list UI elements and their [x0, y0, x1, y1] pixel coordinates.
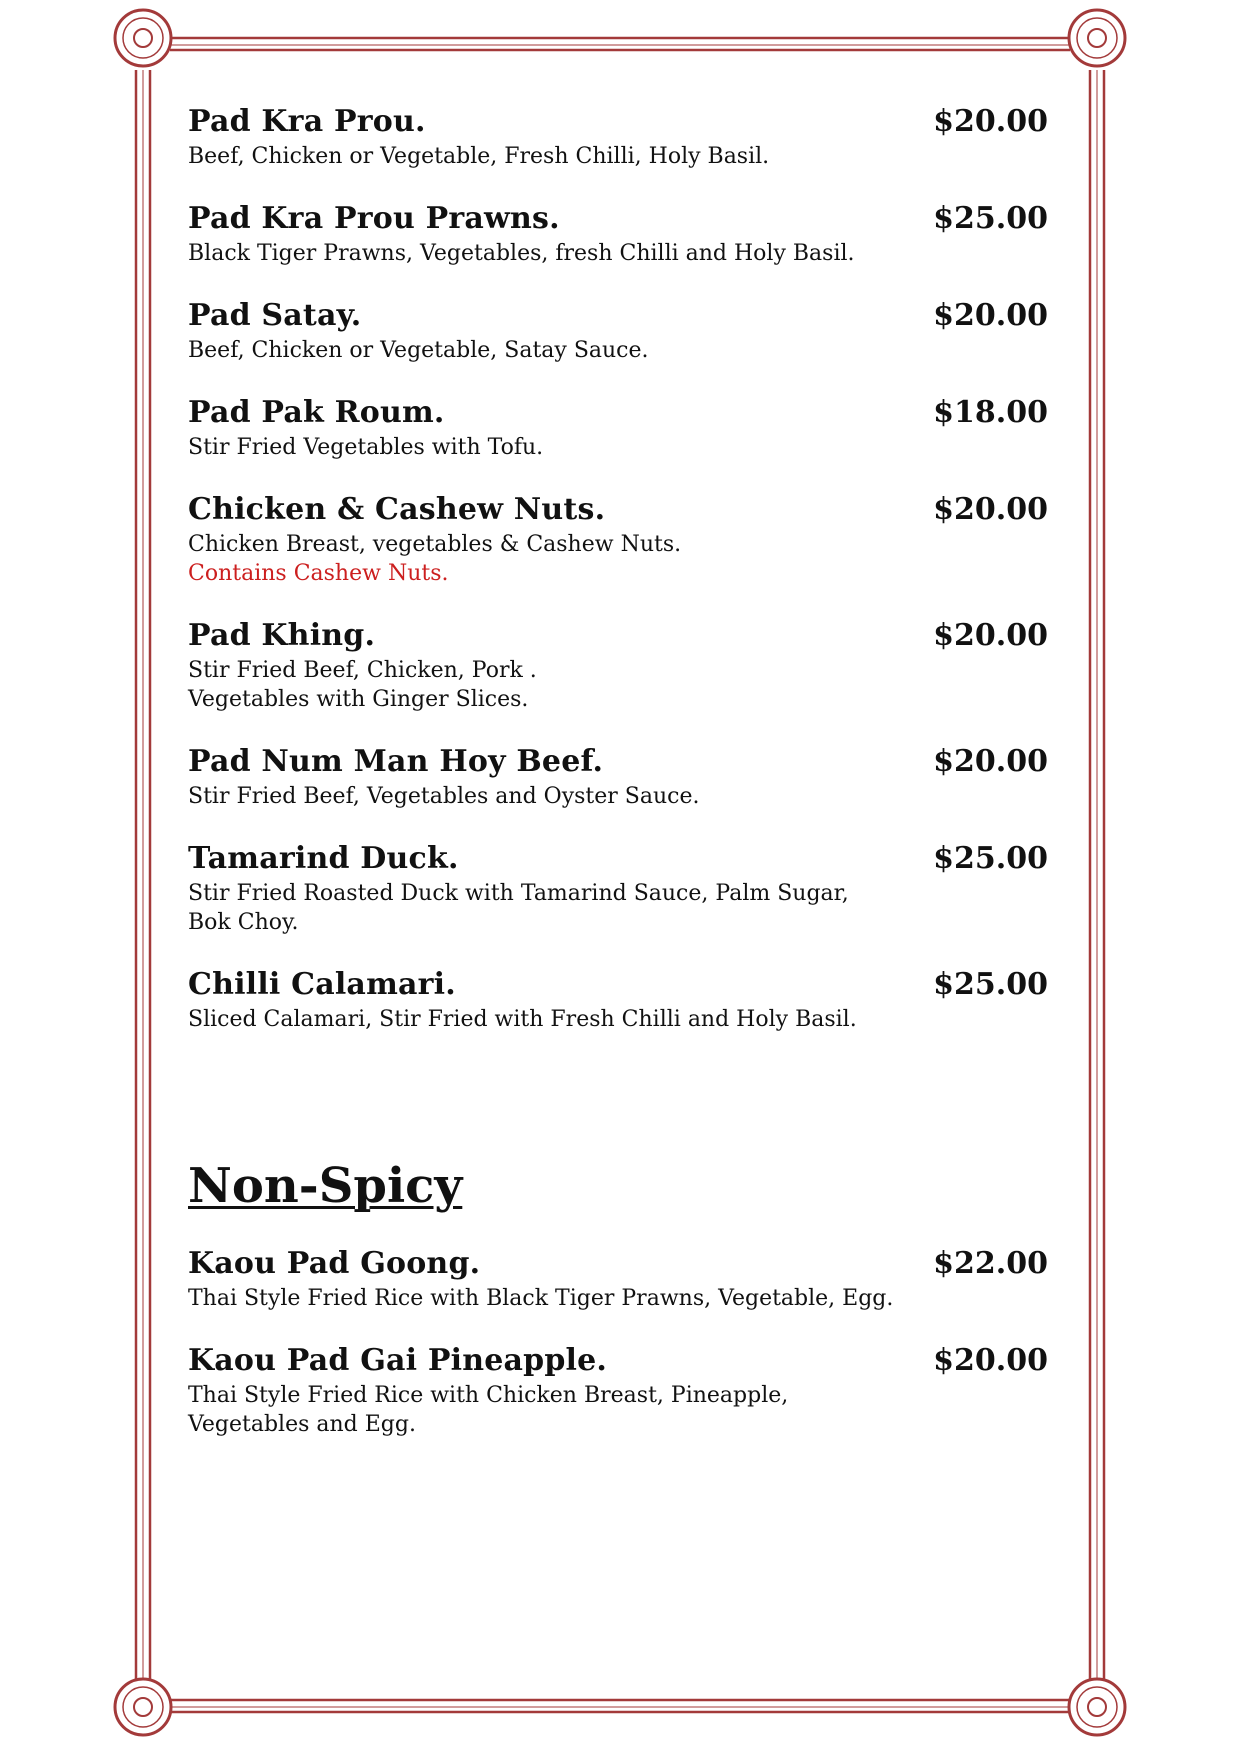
menu-item-description	[188, 1284, 893, 1313]
menu-item-price: $20.00	[933, 618, 1048, 653]
menu-item-price: $22.00	[933, 1246, 1048, 1281]
menu-item-price: $25.00	[933, 841, 1048, 876]
description-line: Vegetables with Ginger Slices.	[188, 687, 529, 712]
menu-item-name: Tamarind Duck.	[188, 841, 459, 876]
menu-item-price: $20.00	[933, 104, 1048, 139]
description-line: Thai Style Fried Rice with Black Tiger Prawns, Vegetable, Egg.	[188, 1286, 894, 1311]
menu-item-name: Kaou Pad Gai Pineapple.	[188, 1343, 608, 1378]
menu-item-description	[188, 1381, 788, 1439]
description-line: Stir Fried Beef, Vegetables and Oyster Sauce.	[188, 784, 700, 809]
menu-item-price: $20.00	[933, 1343, 1048, 1378]
description-line: Black Tiger Prawns, Vegetables, fresh Chilli and Holy Basil.	[188, 241, 855, 266]
menu-item-description	[188, 530, 681, 588]
menu-item-price: $25.00	[933, 967, 1048, 1002]
description-line: Bok Choy.	[188, 910, 299, 935]
menu-item-description	[188, 879, 849, 937]
menu-item-name: Pad Khing.	[188, 618, 376, 653]
menu-item-description	[188, 433, 543, 462]
corner-ornament-top-left	[115, 10, 171, 66]
menu-item-name: Pad Kra Prou Prawns.	[188, 201, 560, 236]
menu-item-price: $20.00	[933, 298, 1048, 333]
corner-ornament-bottom-left	[115, 1679, 171, 1735]
corner-ornament-bottom-right	[1069, 1679, 1125, 1735]
menu-item-description	[188, 656, 537, 714]
menu-item-description	[188, 782, 699, 811]
description-line: Beef, Chicken or Vegetable, Fresh Chilli, Holy Basil.	[188, 144, 770, 169]
menu-item-description	[188, 142, 769, 171]
description-line: Beef, Chicken or Vegetable, Satay Sauce.	[188, 338, 649, 363]
description-line: Thai Style Fried Rice with Chicken Breast, Pineapple,	[188, 1383, 789, 1408]
allergen-note: Contains Cashew Nuts.	[188, 561, 449, 586]
menu-item-name: Chilli Calamari.	[188, 967, 456, 1002]
menu-item-description	[188, 336, 649, 365]
menu-item-price: $20.00	[933, 492, 1048, 527]
menu-item-name: Pad Pak Roum.	[188, 395, 445, 430]
description-line: Chicken Breast, vegetables & Cashew Nuts.	[188, 532, 682, 557]
menu-item-name: Pad Num Man Hoy Beef.	[188, 744, 604, 779]
description-line: Vegetables and Egg.	[188, 1412, 416, 1437]
menu-item-price: $18.00	[933, 395, 1048, 430]
description-line: Stir Fried Vegetables with Tofu.	[188, 435, 544, 460]
menu-item-name: Kaou Pad Goong.	[188, 1246, 481, 1281]
description-line: Sliced Calamari, Stir Fried with Fresh Chilli and Holy Basil.	[188, 1007, 857, 1032]
menu-item-description	[188, 239, 855, 268]
menu-item-description	[188, 1005, 857, 1034]
corner-ornament-top-right	[1069, 10, 1125, 66]
menu-item-name: Chicken & Cashew Nuts.	[188, 492, 606, 527]
menu-item-price: $20.00	[933, 744, 1048, 779]
description-line: Stir Fried Beef, Chicken, Pork .	[188, 658, 537, 683]
section-heading-non-spicy: Non-Spicy	[188, 1158, 463, 1214]
menu-item-name: Pad Satay.	[188, 298, 362, 333]
menu-item-price: $25.00	[933, 201, 1048, 236]
description-line: Stir Fried Roasted Duck with Tamarind Sauce, Palm Sugar,	[188, 881, 849, 906]
menu-item-name: Pad Kra Prou.	[188, 104, 426, 139]
